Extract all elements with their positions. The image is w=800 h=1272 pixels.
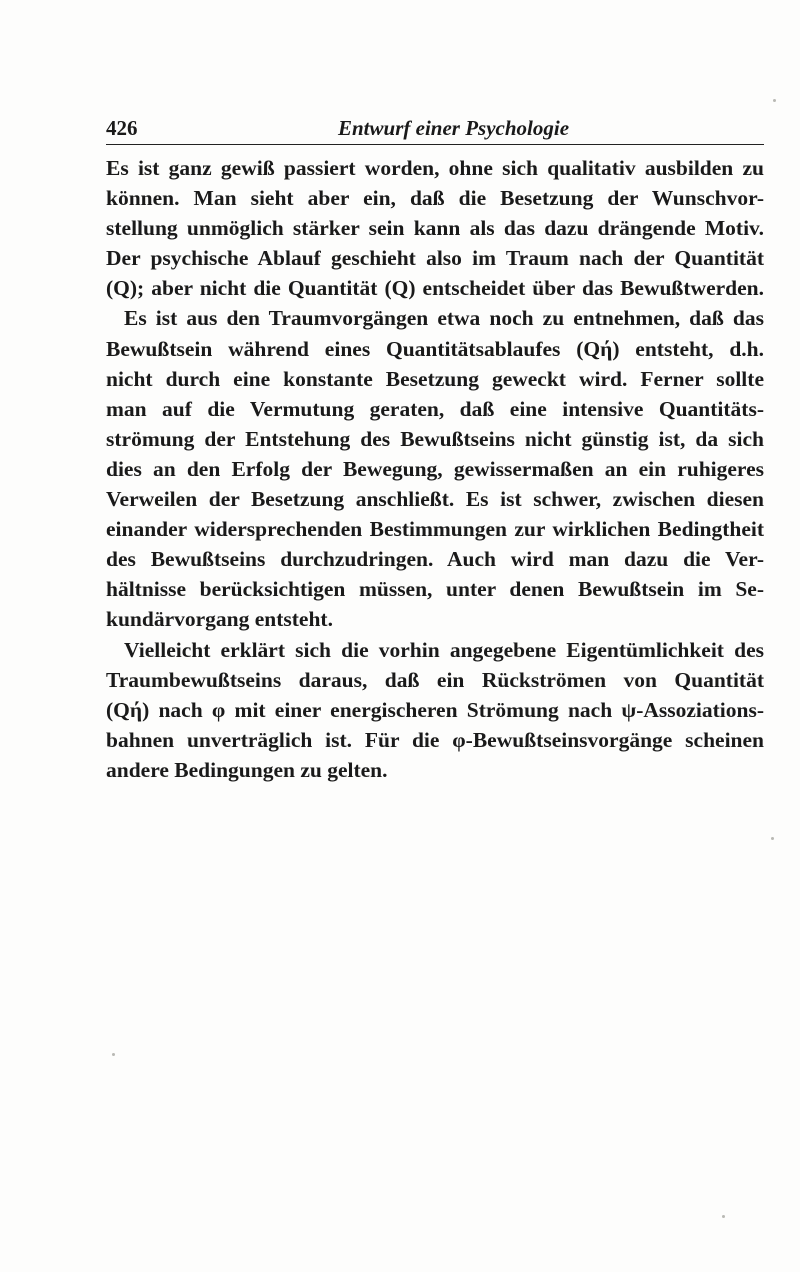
text-line: (Q); aber nicht die Quantität (Q) entscheidet über das Bewußtwerden. (106, 276, 764, 301)
text-line: nicht durch eine konstante Besetzung geweckt wird. Ferner sollte (106, 366, 764, 391)
text-line: strömung der Entstehung des Bewußtseins nicht günstig ist, da sich (106, 426, 764, 451)
text-line: bahnen unverträglich ist. Für die φ-Bewußtseinsvorgänge scheinen (106, 727, 764, 752)
paper-speck (771, 837, 774, 840)
text-line: Vielleicht erklärt sich die vorhin angegebene Eigentümlichkeit des (124, 637, 764, 662)
text-line: Es ist ganz gewiß passiert worden, ohne sich qualitativ ausbilden zu (106, 156, 764, 180)
page-number: 426 (106, 116, 138, 140)
paper-speck (773, 99, 776, 102)
paper-speck (112, 1053, 115, 1056)
text-line: des Bewußtseins durchzudringen. Auch wird man dazu die Ver- (106, 547, 764, 572)
text-line: Der psychische Ablauf geschieht also im Traum nach der Quantität (106, 246, 764, 271)
text-line: Traumbewußtseins daraus, daß ein Rückströmen von Quantität (106, 667, 764, 692)
text-line: Es ist aus den Traumvorgängen etwa noch zu entnehmen, daß das (124, 306, 764, 331)
text-line: kundärvorgang entsteht. (106, 607, 333, 632)
text-line: hältnisse berücksichtigen müssen, unter denen Bewußtsein im Se- (106, 577, 764, 602)
page-header (106, 112, 764, 145)
text-line: (Qή) nach φ mit einer energischeren Strömung nach ψ-Assoziations- (106, 697, 764, 722)
text-line: einander widersprechenden Bestimmungen zur wirklichen Bedingtheit (106, 517, 764, 542)
text-line: Bewußtsein während eines Quantitätsablaufes (Qή) entsteht, d.h. (106, 336, 764, 361)
text-line: dies an den Erfolg der Bewegung, gewissermaßen an ein ruhigeres (106, 456, 764, 481)
text-line: man auf die Vermutung geraten, daß eine intensive Quantitäts- (106, 396, 764, 421)
text-line: stellung unmöglich stärker sein kann als das dazu drängende Motiv. (106, 216, 764, 241)
text-line: Verweilen der Besetzung anschließt. Es ist schwer, zwischen diesen (106, 487, 764, 512)
text-line: andere Bedingungen zu gelten. (106, 757, 388, 782)
body-text (106, 153, 764, 785)
paper-speck (722, 1215, 725, 1218)
running-title: Entwurf einer Psychologie (338, 116, 570, 140)
text-line: können. Man sieht aber ein, daß die Besetzung der Wunschvor- (106, 186, 764, 211)
